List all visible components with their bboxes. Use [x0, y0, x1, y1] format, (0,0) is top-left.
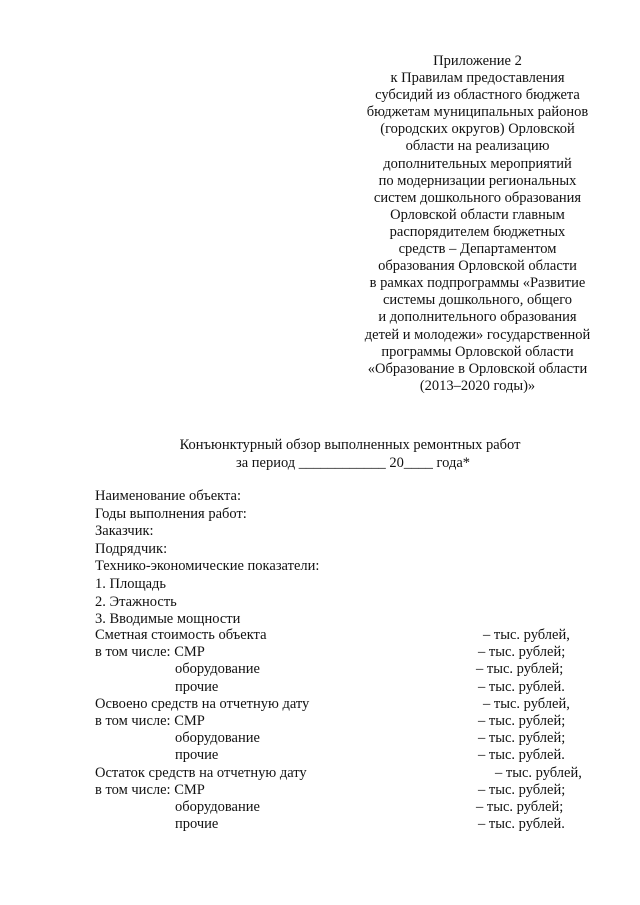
- appendix-line: Орловской области главным: [390, 206, 565, 223]
- cost-row-label: в том числе: СМР: [95, 781, 205, 798]
- object-info: [95, 488, 595, 629]
- appendix-line: области на реализацию: [405, 138, 550, 155]
- tech-indicators-label: Технико-экономические показатели:: [95, 558, 320, 575]
- cost-row: [95, 816, 595, 833]
- cost-row-label: Остаток средств на отчетную дату: [95, 764, 307, 781]
- appendix-line: средств – Департаментом: [398, 241, 557, 258]
- contractor-label: Подрядчик:: [95, 540, 168, 557]
- appendix-line: (городских округов) Орловской: [380, 121, 575, 138]
- appendix-line: в рамках подпрограммы «Развитие: [369, 275, 586, 292]
- cost-row-label: оборудование: [175, 661, 260, 678]
- cost-row-label: Сметная стоимость объекта: [95, 627, 267, 643]
- cost-row-label: в том числе: СМР: [95, 712, 205, 729]
- cost-row: [95, 747, 595, 764]
- appendix-header: [340, 53, 615, 395]
- cost-row-value: – тыс. рублей.: [478, 747, 565, 764]
- cost-row-value: – тыс. рублей;: [476, 798, 564, 815]
- cost-row-label: прочие: [175, 747, 219, 764]
- cost-row-value: – тыс. рублей.: [478, 816, 565, 833]
- cost-row: [95, 644, 595, 661]
- appendix-line: распорядителем бюджетных: [389, 223, 566, 240]
- cost-row: [95, 782, 595, 799]
- appendix-line: «Образование в Орловской области: [367, 360, 588, 377]
- appendix-line: субсидий из областного бюджета: [375, 87, 580, 104]
- cost-row: [95, 661, 595, 678]
- appendix-line: дополнительных мероприятий: [383, 155, 572, 172]
- document-title: [140, 436, 560, 472]
- cost-row: [95, 765, 595, 782]
- cost-row-value: – тыс. рублей.: [478, 678, 565, 695]
- cost-row-value: – тыс. рублей;: [478, 644, 566, 661]
- cost-row: [95, 799, 595, 816]
- cost-row-value: – тыс. рублей;: [478, 712, 566, 729]
- cost-row-value: – тыс. рублей,: [483, 695, 570, 712]
- appendix-line: детей и молодежи» государственной: [364, 326, 591, 343]
- cost-section: [95, 627, 595, 833]
- area-label: 1. Площадь: [95, 575, 167, 592]
- floors-label: 2. Этажность: [95, 593, 177, 610]
- cost-row-label: оборудование: [175, 730, 260, 747]
- cost-row: [95, 679, 595, 696]
- appendix-line: системы дошкольного, общего: [382, 292, 573, 309]
- period-line: за период ____________ 20____ года*: [235, 455, 471, 471]
- cost-row-value: – тыс. рублей;: [478, 730, 566, 747]
- appendix-line: Приложение 2: [433, 53, 522, 69]
- cost-row-label: прочие: [175, 816, 219, 833]
- capacity-label: 3. Вводимые мощности: [95, 611, 241, 628]
- cost-row-label: в том числе: СМР: [95, 644, 205, 661]
- cost-row: [95, 713, 595, 730]
- cost-row-label: прочие: [175, 678, 219, 695]
- cost-row-value: – тыс. рублей;: [476, 661, 564, 678]
- appendix-line: и дополнительного образования: [378, 309, 577, 326]
- appendix-line: систем дошкольного образования: [373, 189, 582, 206]
- object-name-label: Наименование объекта:: [95, 488, 241, 504]
- cost-row-value: – тыс. рублей,: [483, 627, 570, 643]
- cost-row: [95, 696, 595, 713]
- cost-row-value: – тыс. рублей,: [495, 764, 582, 781]
- work-years-label: Годы выполнения работ:: [95, 505, 247, 522]
- cost-row-label: оборудование: [175, 798, 260, 815]
- appendix-line: программы Орловской области: [381, 343, 574, 360]
- title-line: Конъюнктурный обзор выполненных ремонтных работ: [179, 437, 521, 453]
- appendix-line: бюджетам муниципальных районов: [366, 104, 589, 121]
- customer-label: Заказчик:: [95, 523, 154, 540]
- cost-row: [95, 627, 595, 644]
- appendix-line: образования Орловской области: [378, 258, 577, 275]
- appendix-line: по модернизации региональных: [378, 172, 577, 189]
- appendix-line: (2013–2020 годы)»: [419, 377, 536, 394]
- cost-row-label: Освоено средств на отчетную дату: [95, 695, 310, 712]
- cost-row-value: – тыс. рублей;: [478, 781, 566, 798]
- appendix-line: к Правилам предоставления: [390, 70, 565, 87]
- cost-row: [95, 730, 595, 747]
